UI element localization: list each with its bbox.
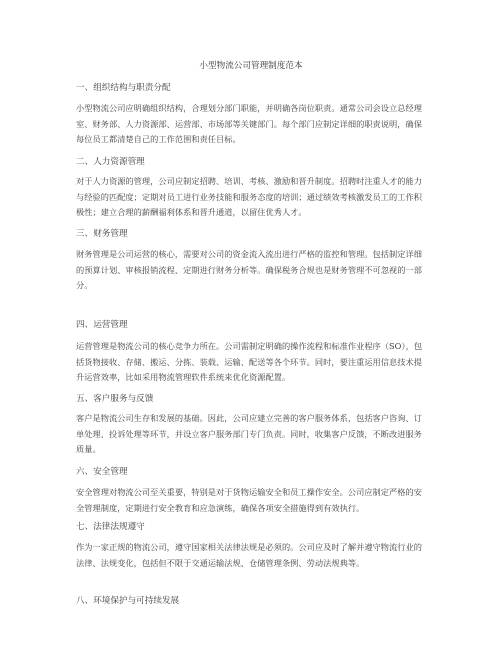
- section-heading-4: 四、运营管理: [76, 320, 128, 330]
- section-body-4: 运营管理是物流公司的核心竞争力所在。公司需制定明确的操作流程和标准作业程序（SO），包括货物接收、存储、搬运、分拣、装载、运输、配送等各个环节。同时，要注重运用信息技术提升运营效率，比如采用物流管理软件系统来优化资源配置。: [76, 341, 423, 382]
- section-heading-2: 二、人力资源管理: [76, 157, 145, 167]
- section-body-2: 对于人力资源的管理，公司应制定招聘、培训、考核、激励和晋升制度。招聘时注重人才的能力与经验的匹配度；定期对员工进行业务技能和服务态度的培训；通过绩效考核激发员工的工作积极性；建立合理的薪酬福利体系和晋升通道，以留住优秀人才。: [76, 176, 422, 217]
- section-heading-1: 一、组织结构与职责分配: [76, 83, 171, 93]
- section-body-7: 作为一家正规的物流公司，遵守国家相关法律法规是必须的。公司应及时了解并遵守物流行业的法律、法规变化，包括但不限于交通运输法规、仓储管理条例、劳动法规典等。: [76, 542, 422, 568]
- section-body-3: 财务管理是公司运营的核心，需要对公司的资金流入流出进行严格的监控和管理。包括制定详细的预算计划、审核报销流程、定期进行财务分析等。确保税务合规也是财务管理不可忽视的一部分。: [76, 249, 422, 290]
- section-heading-5: 五、客户服务与反馈: [76, 394, 154, 404]
- section-body-6: 安全管理对物流公司至关重要，特别是对于货物运输安全和员工操作安全。公司应制定严格的安全管理制度，定期进行安全教育和应急演练，确保各项安全措施得到有效执行。: [76, 487, 422, 513]
- section-heading-8: 八、环境保护与可持续发展: [76, 596, 180, 606]
- section-heading-7: 七、法律法规遵守: [76, 522, 145, 532]
- document-title: 小型物流公司管理制度范本: [199, 61, 303, 71]
- section-body-1: 小型物流公司应明确组织结构，合理划分部门职能，并明确各岗位职责。通常公司会设立总经理室、财务部、人力资源部、运营部、市场部等关键部门。每个部门应制定详细的职责说明，确保每位员工都清楚自己的工作范围和责任目标。: [76, 103, 422, 144]
- section-heading-6: 六、安全管理: [76, 467, 128, 477]
- section-body-5: 客户是物流公司生存和发展的基础。因此，公司应建立完善的客户服务体系，包括客户咨询、订单处理、投诉处理等环节，并设立客户服务部门专门负责。同时，收集客户反馈，不断改进服务质量。: [76, 413, 422, 454]
- section-heading-3: 三、财务管理: [76, 229, 128, 239]
